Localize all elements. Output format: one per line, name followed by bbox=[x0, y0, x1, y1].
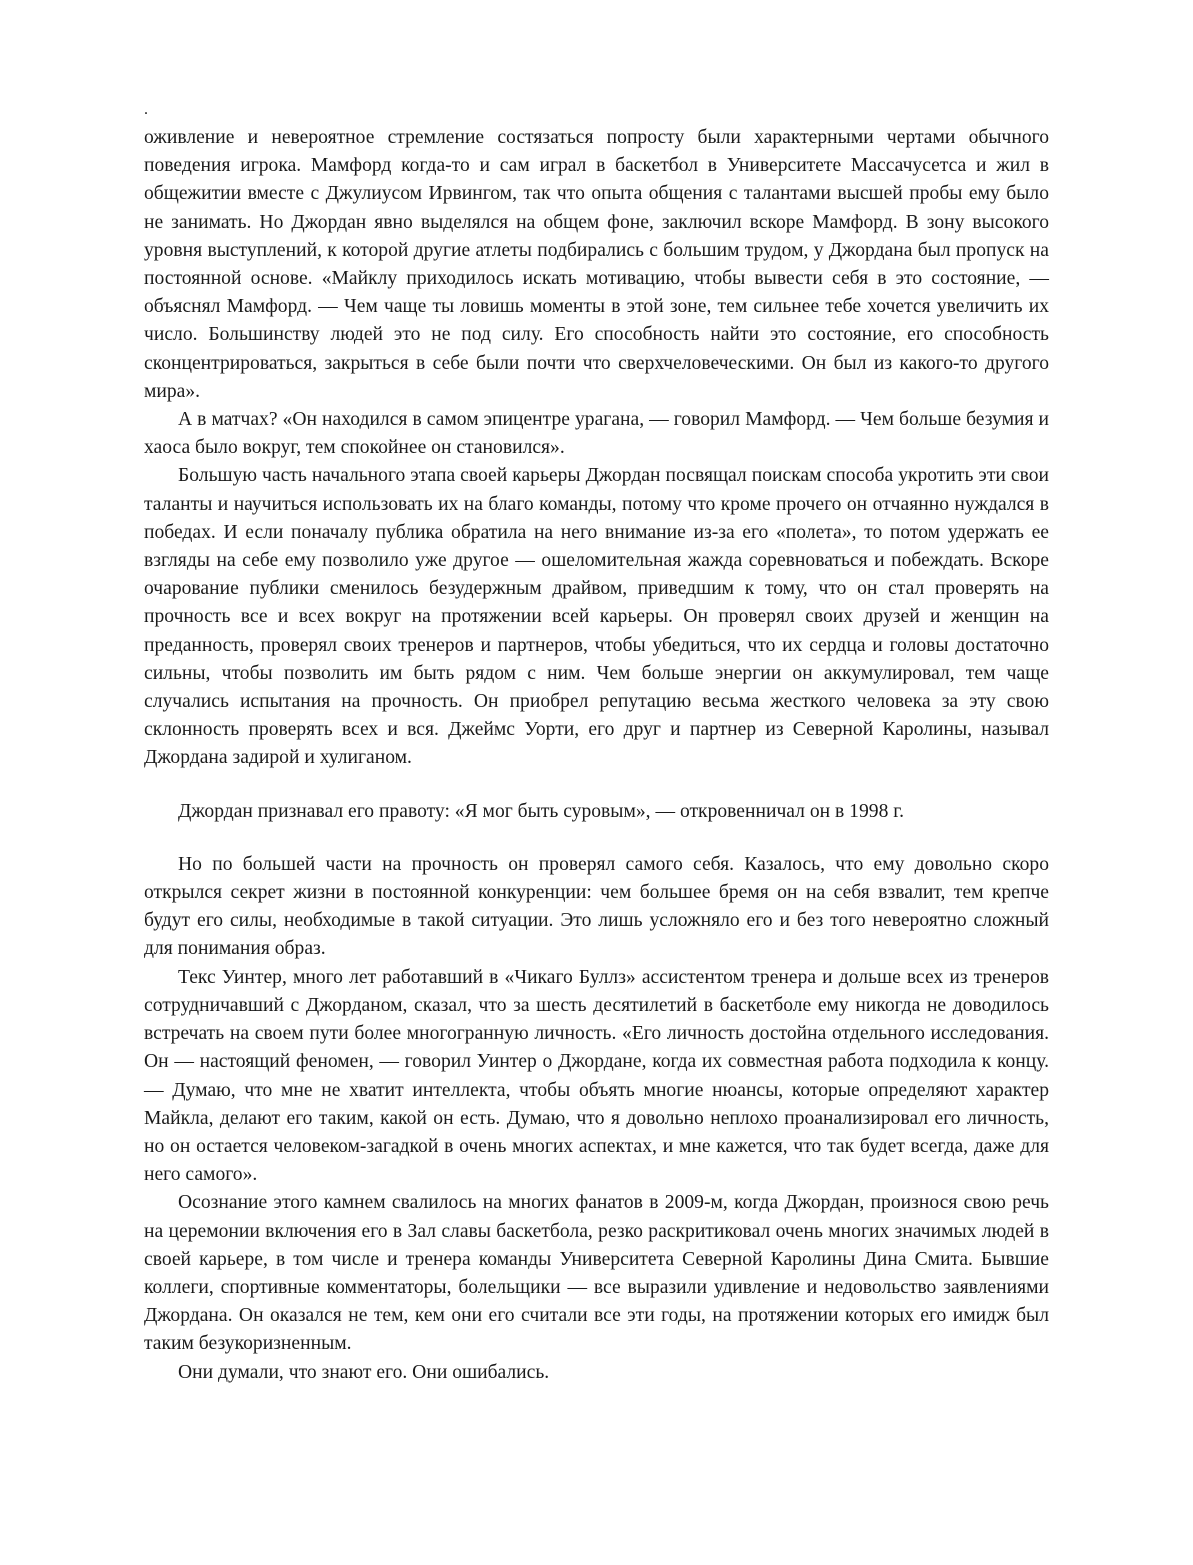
paragraph-5: Но по большей части на прочность он проверял самого себя. Казалось, что ему довольно скоро открылся секрет жизни в постоянной конкуренции: чем большее бремя он на себя взвалит, тем крепче будут его силы, необходимые в такой ситуации. Это лишь усложняло его и без того невероятно сложный для понимания образ. bbox=[144, 853, 1049, 960]
page-marker: . bbox=[144, 101, 148, 118]
paragraph-3: Большую часть начального этапа своей карьеры Джордан посвящал поискам способа укротить эти свои таланты и научиться использовать их на благо команды, потому что кроме прочего он отчаянно нуждался в победах. И если поначалу публика обратила на него внимание из-за его «полета», то потом удержать ее взгляды на себе ему позволило уже другое — ошеломительная жажда соревноваться и побеждать. Вскоре очарование публики сменилось безудержным драйвом, приведшим к тому, что он стал проверять на прочность все и всех вокруг на протяжении всей карьеры. Он проверял своих друзей и женщин на преданность, проверял своих тренеров и партнеров, чтобы убедиться, что их сердца и головы достаточно сильны, чтобы позволить им быть рядом с ним. Чем больше энергии он аккумулировал, тем чаще случались испытания на прочность. Он приобрел репутацию весьма жесткого человека за эту свою склонность проверять всех и вся. Джеймс Уорти, его друг и партнер из Северной Каролины, называл Джордана задирой и хулиганом. bbox=[144, 465, 1049, 769]
paragraph-1: оживление и невероятное стремление состязаться попросту были характерными чертами обычного поведения игрока. Мамфорд когда-то и сам играл в баскетбол в Университете Массачусетса и жил в общежитии вместе с Джулиусом Ирвингом, так что опыта общения с талантами высшей пробы ему было не занимать. Но Джордан явно выделялся на общем фоне, заключил вскоре Мамфорд. В зону высокого уровня выступлений, к которой другие атлеты подбирались с большим трудом, у Джордана был пропуск на постоянной основе. «Майклу приходилось искать мотивацию, чтобы вывести себя в это состояние, — объяснял Мамфорд. — Чем чаще ты ловишь моменты в этой зоне, тем сильнее тебе хочется увеличить их число. Большинству людей это не под силу. Его способность найти это состояние, его способность сконцентрироваться, закрыться в себе были почти что сверхчеловеческими. Он был из какого-то другого мира». bbox=[144, 127, 1049, 402]
paragraph-6: Текс Уинтер, много лет работавший в «Чикаго Буллз» ассистентом тренера и дольше всех из тренеров сотрудничавший с Джорданом, сказал, что за шесть десятилетий в баскетболе ему никогда не доводилось встречать на своем пути более многогранную личность. «Его личность достойна отдельного исследования. Он — настоящий феномен, — говорил Уинтер о Джордане, когда их совместная работа подходила к концу. — Думаю, что мне не хватит интеллекта, чтобы объять многие нюансы, которые определяют характер Майкла, делают его таким, какой он есть. Думаю, что я довольно неплохо проанализировал его личность, но он остается человеком-загадкой в очень многих аспектах, и мне кажется, что так будет всегда, даже для него самого». bbox=[144, 966, 1049, 1186]
paragraph-8: Они думали, что знают его. Они ошибались. bbox=[178, 1361, 550, 1383]
paragraph-7: Осознание этого камнем свалилось на многих фанатов в 2009-м, когда Джордан, произнося свою речь на церемонии включения его в Зал славы баскетбола, резко раскритиковал очень многих значимых людей в своей карьере, в том числе и тренера команды Университета Северной Каролины Дина Смита. Бывшие коллеги, спортивные комментаторы, болельщики — все выразили удивление и недовольство заявлениями Джордана. Он оказался не тем, кем они его считали все эти годы, на протяжении которых его имидж был таким безукоризненным. bbox=[144, 1192, 1049, 1355]
paragraph-4: Джордан признавал его правоту: «Я мог быть суровым», — откровенничал он в 1998 г. bbox=[178, 800, 904, 822]
page-body bbox=[144, 96, 1049, 1387]
paragraph-2: А в матчах? «Он находился в самом эпицентре урагана, — говорил Мамфорд. — Чем больше безумия и хаоса было вокруг, тем спокойнее он становился». bbox=[144, 409, 1049, 459]
